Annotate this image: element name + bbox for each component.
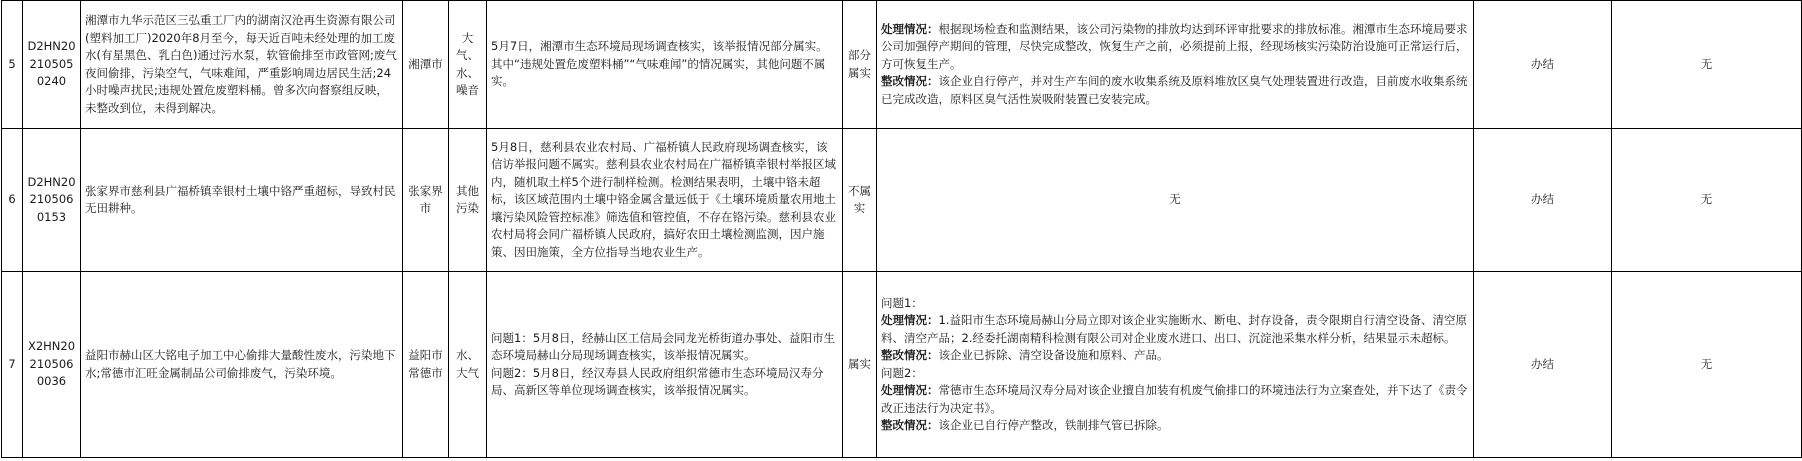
rectification-paragraph [881,347,1469,365]
table-row [2,129,1802,272]
case-status: 办结 [1474,272,1612,458]
accountability: 无 [1612,272,1802,458]
accountability: 无 [1612,129,1802,272]
table-row [2,1,1802,129]
case-status: 办结 [1474,129,1612,272]
issue-heading: 问题2： [881,365,923,380]
handling-text: 根据现场检查和监测结果，该公司污染物的排放均达到环评审批要求的排放标准。湘潭市生态环境局要求公司加强停产期间的管理，尽快完成整改，恢复生产之前，必须提前上报，经现场核实污染防治设施可正常运行后，方可恢复生产。 [881,21,1468,71]
handling-label: 处理情况： [881,21,939,36]
row-index: 7 [2,272,23,458]
handling-paragraph [881,21,1469,74]
city-cell: 益阳市常德市 [403,272,449,458]
handling-details [877,272,1474,458]
rectification-paragraph [881,417,1469,435]
handling-paragraph [881,382,1469,417]
complaint-report-table [1,0,1802,458]
handling-details: 无 [877,129,1474,272]
pollution-type: 其他污染 [449,129,487,272]
city-cell: 湘潭市 [403,1,449,129]
city-cell: 张家界市 [403,129,449,272]
case-code: D2HN202105060153 [23,129,81,272]
investigation-issue-2: 问题2：5月8日，经汉寿县人民政府组织常德市生态环境局汉寿分局、高新区等单位现场调查核实，该举报情况属实。 [491,365,824,397]
investigation-result [487,272,843,458]
case-code: X2HN202105060036 [23,272,81,458]
rectification-text: 该企业已拆除、清空设备设施和原料、产品。 [938,348,1169,362]
accountability: 无 [1612,1,1802,129]
rectification-text: 该企业已自行停产整改，铁制排气管已拆除。 [938,418,1169,432]
verification-conclusion: 属实 [843,272,877,458]
row-index: 5 [2,1,23,129]
verification-conclusion: 部分属实 [843,1,877,129]
table-row [2,272,1802,458]
complaint-content: 益阳市赫山区大铭电子加工中心偷排大量酸性废水，污染地下水;常德市汇旺金属制品公司偷排废气，污染环境。 [81,272,403,458]
issue-heading: 问题1： [881,295,923,310]
row-index: 6 [2,129,23,272]
rectification-label: 整改情况： [881,348,939,362]
investigation-result: 5月7日，湘潭市生态环境局现场调查核实，该举报情况部分属实。其中“违规处置危废塑料桶”“气味难闻”的情况属实，其他问题不属实。 [487,1,843,129]
investigation-issue-1: 问题1：5月8日，经赫山区工信局会同龙光桥街道办事处、益阳市生态环境局赫山分局现场调查核实，该举报情况属实。 [491,330,835,362]
complaint-content: 张家界市慈利县广福桥镇幸银村土壤中铬严重超标，导致村民无田耕种。 [81,129,403,272]
pollution-type: 大气、水、噪音 [449,1,487,129]
rectification-text: 该企业自行停产，并对生产车间的废水收集系统及原料堆放区臭气处理装置进行改造，目前废水收集系统已完成改造，原料区臭气活性炭吸附装置已安装完成。 [881,74,1468,106]
rectification-label: 整改情况： [881,418,939,432]
investigation-result: 5月8日，慈利县农业农村局、广福桥镇人民政府现场调查核实，该信访举报问题不属实。慈利县农业农村局在广福桥镇幸银村举报区域内，随机取土样5个进行制样检测。检测结果表明，土壤中铬未超标，该区域范围内土壤中铬金属含量远低于《土壤环境质量农用地土壤污染风险管控标准》筛选值和管控值，不存在铬污染。慈利县农业农村局将会同广福桥镇人民政府，搞好农田土壤检测监测，因户施策、因田施策，全方位指导当地农业生产。 [487,129,843,272]
handling-label: 处理情况： [881,383,939,397]
verification-conclusion: 不属实 [843,129,877,272]
case-status: 办结 [1474,1,1612,129]
case-code: D2HN202105050240 [23,1,81,129]
handling-details [877,1,1474,129]
handling-text: 常德市生态环境局汉寿分局对该企业擅自加装有机废气偷排口的环境违法行为立案查处，并下达了《责令改正违法行为决定书》。 [881,383,1468,415]
rectification-paragraph [881,73,1469,108]
rectification-label: 整改情况： [881,74,939,89]
handling-label: 处理情况： [881,313,939,327]
complaint-content: 湘潭市九华示范区三弘重工厂内的湖南汉沧再生资源有限公司(塑料加工厂)2020年8月至今，每天近百吨未经处理的加工废水(有星黑色、乳白色)通过污水泵，软管偷排至市政管网;废气夜间偷排，污染空气，气味难闻，严重影响周边居民生活;24小时噪声扰民;违规处置危废塑料桶。曾多次向督察组反映，未整改到位，未得到解决。 [81,1,403,129]
pollution-type: 水、大气 [449,272,487,458]
handling-paragraph [881,312,1469,347]
handling-text: 1.益阳市生态环境局赫山分局立即对该企业实施断水、断电、封存设备，责令限期自行清空设备、清空原料、清空产品；2.经委托湖南精科检测有限公司对企业废水进口、出口、沉淀池采集水样分析，结果显示未超标。 [881,313,1467,345]
